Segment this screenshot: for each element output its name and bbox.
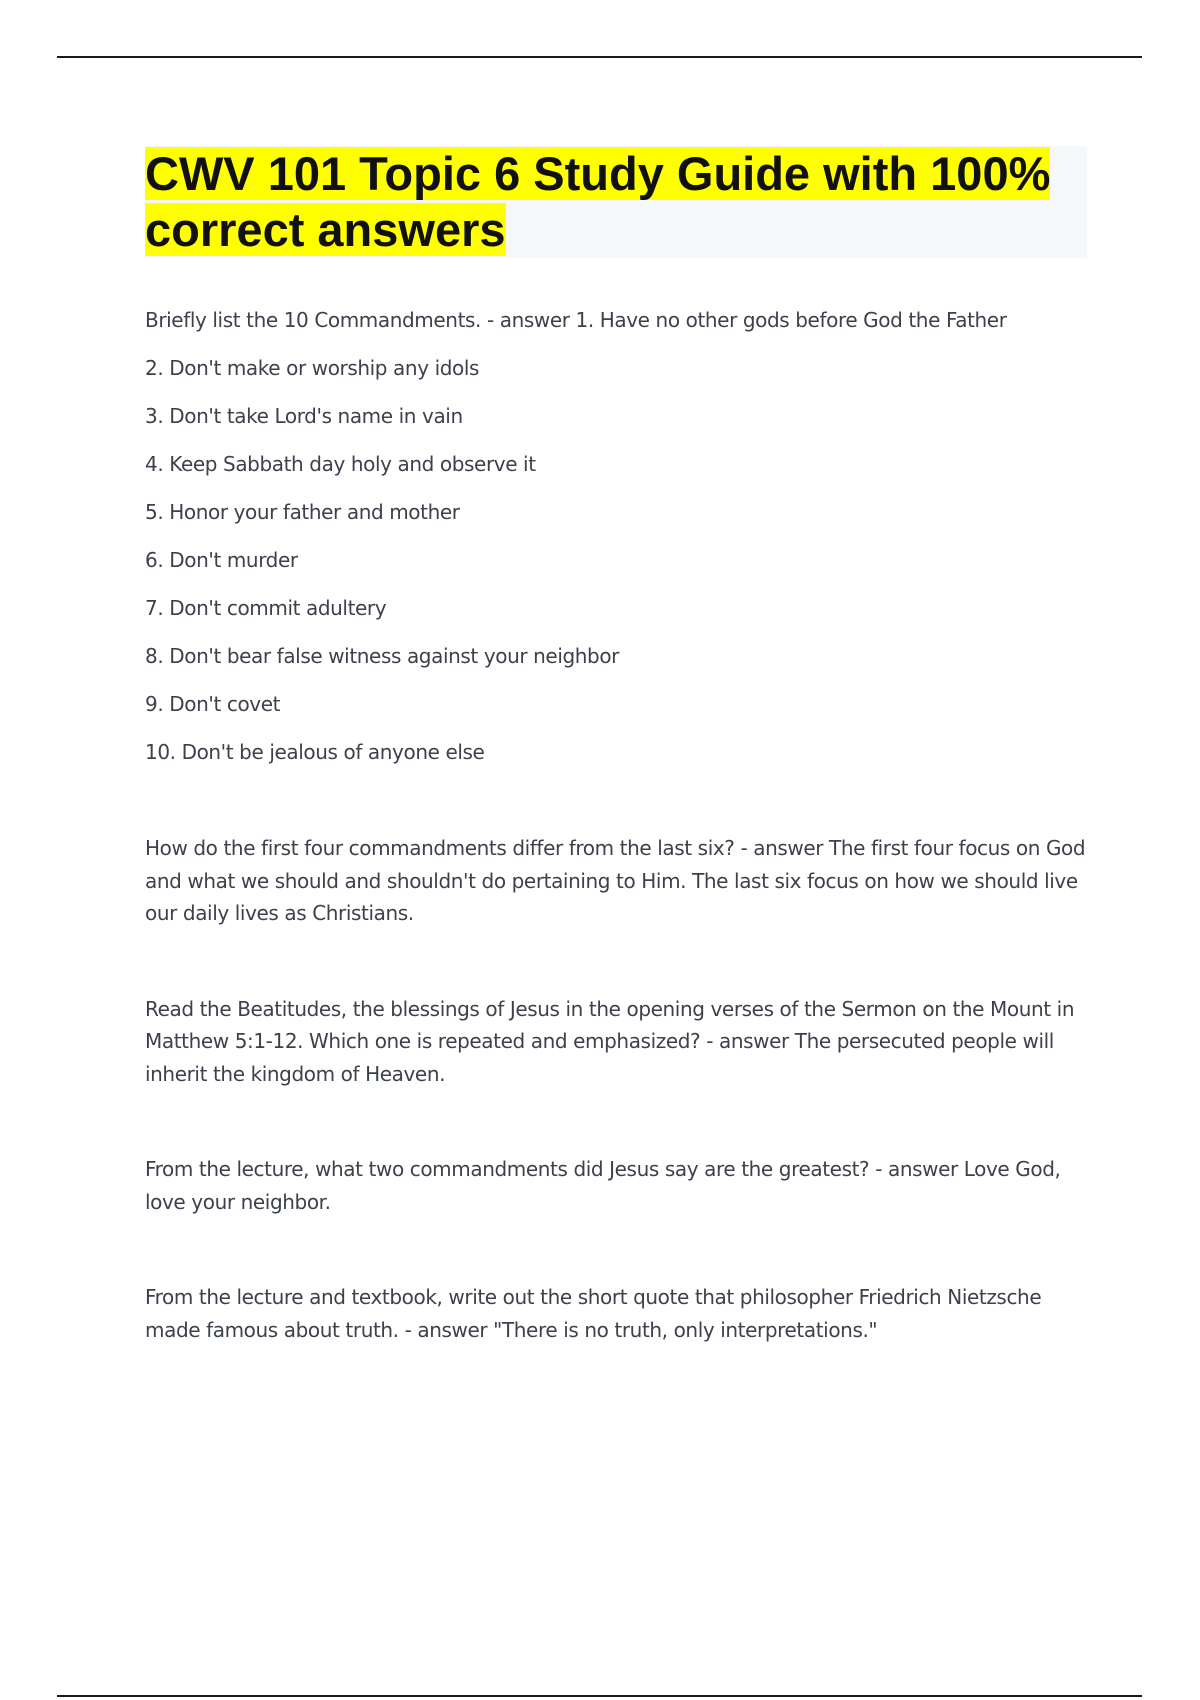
bottom-rule — [57, 1695, 1142, 1697]
document-body — [145, 304, 1087, 1346]
qa-beatitudes: Read the Beatitudes, the blessings of Jesus in the opening verses of the Sermon on the Mount in Matthew 5:1-12. Which one is repeated and emphasized? - answer The persecuted people will inherit the kingdom of Heaven. — [145, 996, 1075, 1086]
qa-nietzsche-quote: From the lecture and textbook, write out the short quote that philosopher Friedrich Nietzsche made famous about truth. - answer "There is no truth, only interpretations." — [145, 1285, 1042, 1342]
page-title-highlight: CWV 101 Topic 6 Study Guide with 100% correct answers — [145, 147, 1051, 256]
commandment-item: 10. Don't be jealous of anyone else — [145, 740, 485, 764]
commandment-item: 8. Don't bear false witness against your neighbor — [145, 644, 620, 668]
top-rule — [57, 56, 1142, 58]
commandment-item: 9. Don't covet — [145, 692, 281, 716]
qa-commandments-differ: How do the first four commandments differ from the last six? - answer The first four focus on God and what we should and shouldn't do pertaining to Him. The last six focus on how we should live our daily lives as Christians. — [145, 836, 1086, 925]
qa-greatest-commandments: From the lecture, what two commandments did Jesus say are the greatest? - answer Love God, love your neighbor. — [145, 1157, 1061, 1214]
title-block — [145, 146, 1087, 258]
commandment-item: 5. Honor your father and mother — [145, 500, 460, 524]
commandment-item: 4. Keep Sabbath day holy and observe it — [145, 452, 536, 476]
commandments-question: Briefly list the 10 Commandments. - answer 1. Have no other gods before God the Father — [145, 308, 1007, 332]
commandment-item: 3. Don't take Lord's name in vain — [145, 404, 463, 428]
commandment-item: 6. Don't murder — [145, 548, 298, 572]
commandment-item: 2. Don't make or worship any idols — [145, 356, 480, 380]
page-title — [145, 146, 1087, 258]
commandment-item: 7. Don't commit adultery — [145, 596, 387, 620]
